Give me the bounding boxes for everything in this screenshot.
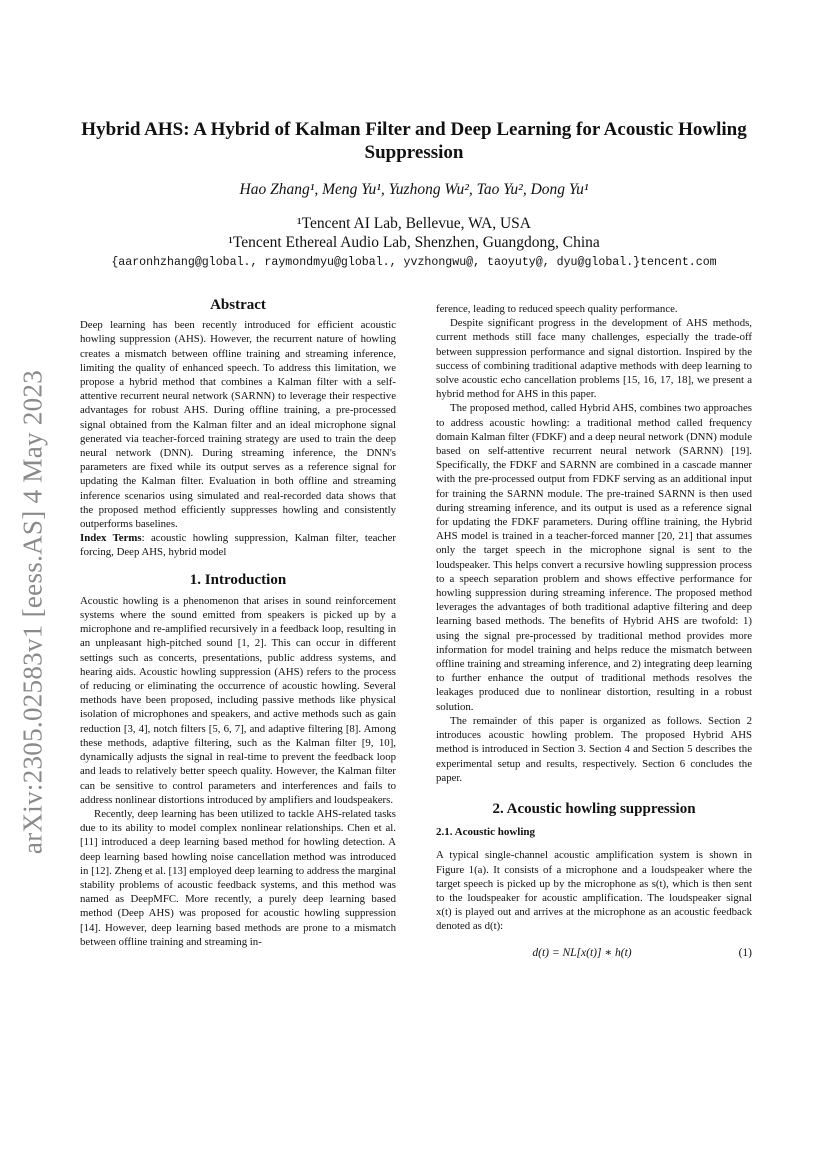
intro-paragraph-5: The remainder of this paper is organized as follows. Section 2 introduces acoustic howling problem. The proposed Hybrid AHS method is introduced in Section 3. Section 4 and Section 5 describes the experimental setup and results, respectively. Section 6 concludes the paper. xyxy=(436,714,752,784)
intro-paragraph-2: Recently, deep learning has been utilized to tackle AHS-related tasks due to its ability to model complex nonlinear relationships. Chen et al. [11] introduced a deep learning based method for howling detection. A deep learning based howling noise cancellation method was introduced in [12]. Zheng et al. [13] employed deep learning to address the marginal stability problems of acoustic feedback systems, and this method was named as DeepMFC. More recently, a purely deep learning based method (Deep AHS) was proposed for acoustic howling suppression [14]. However, deep learning based methods are prone to a mismatch between offline training and streaming in- xyxy=(80,807,396,948)
intro-paragraph-3: Despite significant progress in the development of AHS methods, current methods still face many challenges, especially the trade-off between suppression performance and signal distortion. Inspired by the success of combining traditional adaptive methods with deep learning to solve acoustic echo cancellation problems [15, 16, 17, 18], we present a hybrid method for AHS in this paper. xyxy=(436,317,752,401)
section2-paragraph-1: A typical single-channel acoustic amplification system is shown in Figure 1(a). It consists of a microphone and a loudspeaker where the target speech is picked up by the microphone as s(t), which is then sent to the loudspeaker for acoustic amplification. The loudspeaker signal x(t) is played out and arrives at the microphone as an acoustic feedback denoted as d(t): xyxy=(436,849,752,933)
author-list: Hao Zhang¹, Meng Yu¹, Yuzhong Wu², Tao Yu², Dong Yu¹ xyxy=(239,181,589,198)
author-emails: {aaronhzhang@global., raymondmyu@global., yvzhongwu@, taoyuty@, dyu@global.}tencent.com xyxy=(111,256,717,269)
paper-title: Hybrid AHS: A Hybrid of Kalman Filter and Deep Learning for Acoustic Howling Suppression xyxy=(81,119,747,163)
intro-paragraph-2-continued: ference, leading to reduced speech quality performance. xyxy=(436,303,678,315)
affiliation-1: ¹Tencent AI Lab, Bellevue, WA, USA xyxy=(297,215,531,232)
introduction-heading: 1. Introduction xyxy=(189,571,287,588)
equation-1 xyxy=(436,946,752,960)
section2-heading: 2. Acoustic howling suppression xyxy=(492,800,696,817)
subsection-2-1-heading: 2.1. Acoustic howling xyxy=(436,826,536,839)
arxiv-identifier xyxy=(18,352,48,872)
right-column xyxy=(436,302,752,960)
index-terms-label: Index Terms xyxy=(80,532,142,545)
intro-paragraph-4: The proposed method, called Hybrid AHS, combines two approaches to address acoustic howling: a traditional method called frequency domain Kalman filter (FDKF) and a deep neural network (DNN) module based on self-attentive recurrent neural network (SARNN) [19]. Specifically, the FDKF and SARNN are combined in a cascade manner with the pre-processed output from FDKF serving as an additional input for training the SARNN module. The pre-trained SARNN is then used during streaming inference, and its output is used as a reference signal for updating the FDKF parameters. During offline training, the Hybrid AHS model is trained in a teacher-forced manner [20, 21] that assumes only the target speech in the microphone signal is sent to the loudspeaker. This helps convert a recursive howling suppression process to a speech separation problem and shows effective performance for howling suppression during streaming inference. The proposed method leverages the advantages of both traditional adaptive filtering and deep learning based methods. The benefits of Hybrid AHS are twofold: 1) using the signal pre-processed by traditional method provides more information for model training and helps reduce the mismatch between offline training and streaming inference, and 2) integrating deep learning to further enhance the output of traditional methods resolves the leakages produced due to nonlinear distortion, resulting in a robust solution. xyxy=(436,402,752,713)
abstract-text: Deep learning has been recently introduced for efficient acoustic howling suppression (AHS). However, the recurrent nature of howling creates a mismatch between offline training and streaming inference, limiting the quality of enhanced speech. To address this limitation, we propose a hybrid method that combines a Kalman filter with a self-attentive recurrent neural network (SARNN) to leverage their respective advantages for robust AHS. During offline training, a pre-processed signal obtained from the Kalman filter and an ideal microphone signal generated via teacher-forced training strategy are used to train the deep neural network (DNN). During streaming inference, the DNN's parameters are fixed while its output serves as a reference signal for updating the Kalman filter. Evaluation in both offline and streaming inference scenarios using simulated and real-recorded data shows that the proposed method efficiently suppresses howling and consistently outperforms baselines. xyxy=(80,319,396,531)
left-column xyxy=(80,298,396,949)
intro-paragraph-1: Acoustic howling is a phenomenon that arises in sound reinforcement systems where the sound emitted from speakers is picked up by a microphone and re-amplified recursively in a feedback loop, resulting in an unpleasant high-pitched sound [1, 2]. This can occur in different settings such as concerts, presentations, public address systems, and hearing aids. Acoustic howling suppression (AHS) refers to the process of reducing or eliminating the occurrence of acoustic howling. Several methods have been proposed, including passive methods like physical isolation of microphones and speakers, and active methods such as gain reduction [3, 4], notch filters [5, 6, 7], and adaptive filtering [8]. Among these methods, adaptive filtering, such as the Kalman filter [9, 10], dynamically adjusts the signal in real-time to prevent the feedback loop and leads to relatively better speech quality. However, the Kalman filter can be sensitive to control parameters and interferences and fails to address nonlinear distortions introduced by amplifiers and loudspeakers. xyxy=(80,594,396,806)
equation-1-formula: d(t) = NL[x(t)] ∗ h(t) xyxy=(532,946,632,959)
index-terms-text: : acoustic howling suppression, Kalman filter, teacher forcing, Deep AHS, hybrid model xyxy=(80,532,396,559)
arxiv-identifier-text: arXiv:2305.02583v1 [eess.AS] 4 May 2023 xyxy=(17,369,48,855)
abstract-heading: Abstract xyxy=(210,297,266,313)
index-terms xyxy=(80,531,396,559)
equation-1-number: (1) xyxy=(738,946,752,959)
affiliation-2: ¹Tencent Ethereal Audio Lab, Shenzhen, Guangdong, China xyxy=(228,234,600,251)
